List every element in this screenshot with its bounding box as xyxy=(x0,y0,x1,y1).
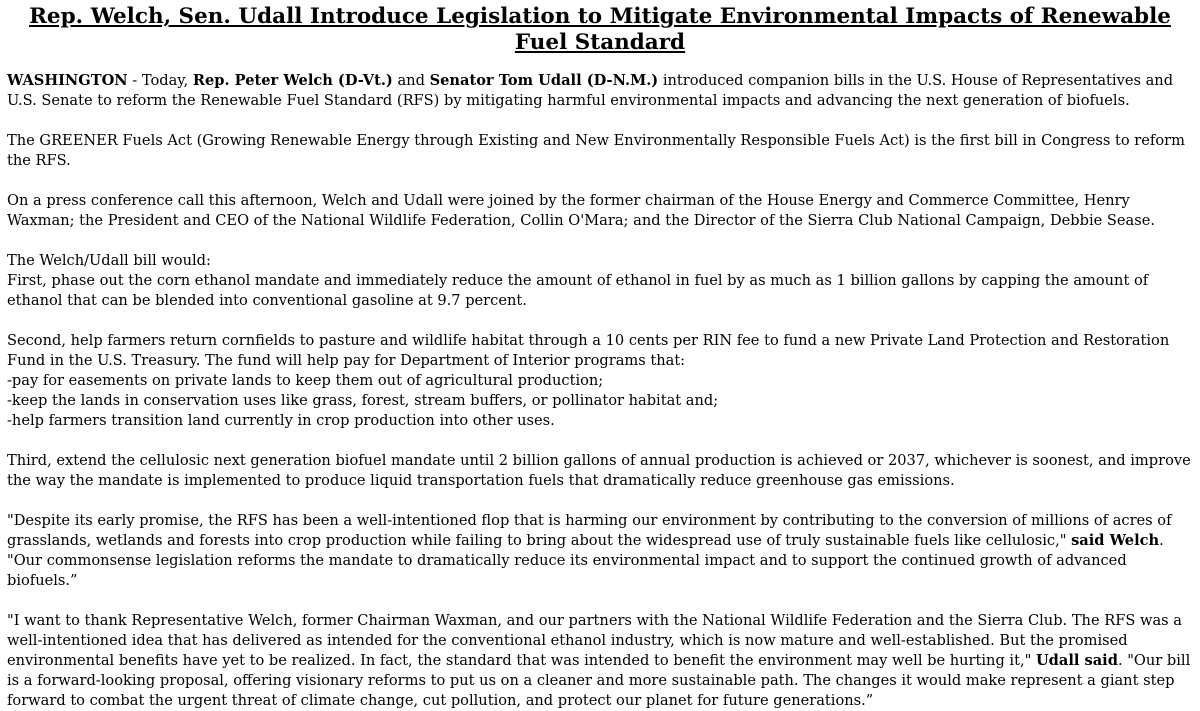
welch-quote-text-2: . "Our commonsense legislation reforms the mandate to dramatically reduce its environmental impact and to support the continued growth of advanced biofuels.” xyxy=(7,532,1164,589)
welch-attribution: said Welch xyxy=(1071,532,1160,549)
intro-text-2: and xyxy=(392,72,430,89)
udall-attribution: Udall said xyxy=(1035,652,1118,669)
welch-quote xyxy=(7,511,1193,591)
udall-quote-text-2: . "Our bill is a forward-looking proposal, offering visionary reforms to put us on a cleaner and more sustainable path. The changes it would make represent a giant step forward to combat the urgent threat of climate change, cut pollution, and protect our planet for future generations.” xyxy=(7,652,1191,709)
intro-text-1: - Today, xyxy=(127,72,193,89)
intro-text-3: introduced companion bills in the U.S. House of Representatives and U.S. Senate to reform the Renewable Fuel Standard (RFS) by mitigating harmful environmental impacts and advancing the next generation of biofuels. xyxy=(7,72,1174,109)
second-provision-paragraph xyxy=(7,331,1193,431)
list-item: -keep the lands in conservation uses like grass, forest, stream buffers, or pollinator habitat and; xyxy=(7,392,719,409)
press-call-paragraph: On a press conference call this afternoon, Welch and Udall were joined by the former chairman of the House Energy and Commerce Committee, Henry Waxman; the President and CEO of the National Wildlife Federation, Collin O'Mara; and the Director of the Sierra Club National Campaign, Debbie Sease. xyxy=(7,192,1156,229)
udall-quote-text-1: "I want to thank Representative Welch, former Chairman Waxman, and our partners with the National Wildlife Federation and the Sierra Club. The RFS was a well-intentioned idea that has delivered as intended for the conventional ethanol industry, which is now mature and well-established. But the promised environmental benefits have yet to be realized. In fact, the standard that was intended to benefit the environment may well be hurting it," xyxy=(7,612,1183,669)
rep-name: Rep. Peter Welch (D-Vt.) xyxy=(192,72,393,89)
first-provision: First, phase out the corn ethanol mandate and immediately reduce the amount of ethanol in fuel by as much as 1 billion gallons by capping the amount of ethanol that can be blended into conventional gasoline at 9.7 percent. xyxy=(7,272,1149,309)
second-provision: Second, help farmers return cornfields to pasture and wildlife habitat through a 10 cents per RIN fee to fund a new Private Land Protection and Restoration Fund in the U.S. Treasury. The fund will help pay for Department of Interior programs that: xyxy=(7,332,1170,369)
list-item: -help farmers transition land currently in crop production into other uses. xyxy=(7,412,555,429)
third-provision-paragraph: Third, extend the cellulosic next generation biofuel mandate until 2 billion gallons of annual production is achieved or 2037, whichever is soonest, and improve the way the mandate is implemented to produce liquid transportation fuels that dramatically reduce greenhouse gas emissions. xyxy=(7,452,1191,489)
dateline: WASHINGTON xyxy=(7,72,128,89)
udall-quote xyxy=(7,611,1193,711)
welch-quote-text-1: "Despite its early promise, the RFS has been a well-intentioned flop that is harming our environment by contributing to the conversion of millions of acres of grasslands, wetlands and forests into crop production while failing to bring about the widespread use of truly sustainable fuels like cellulosic," xyxy=(7,512,1172,549)
bill-intro: The Welch/Udall bill would: xyxy=(7,252,211,269)
intro-paragraph xyxy=(7,71,1193,111)
greener-paragraph: The GREENER Fuels Act (Growing Renewable Energy through Existing and New Environmentally Responsible Fuels Act) is the first bill in Congress to reform the RFS. xyxy=(7,132,1185,169)
senator-name: Senator Tom Udall (D-N.M.) xyxy=(429,72,659,89)
page-title: Rep. Welch, Sen. Udall Introduce Legislation to Mitigate Environmental Impacts of Renewable Fuel Standard xyxy=(29,4,1171,55)
list-item: -pay for easements on private lands to keep them out of agricultural production; xyxy=(7,372,604,389)
first-provision-paragraph xyxy=(7,251,1193,311)
